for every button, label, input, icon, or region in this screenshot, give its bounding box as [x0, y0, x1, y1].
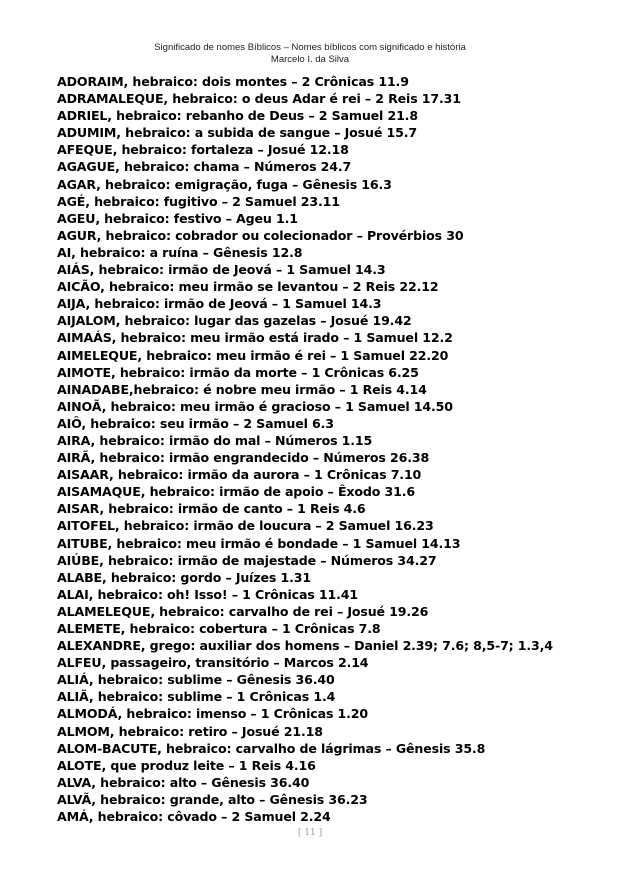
- list-item: ALMODÁ, hebraico: imenso – 1 Crônicas 1.20: [57, 706, 369, 722]
- list-item: ADRAMALEQUE, hebraico: o deus Adar é rei – 2 Reis 17.31: [57, 91, 461, 107]
- list-item: AGAR, hebraico: emigração, fuga – Gênesis 16.3: [57, 176, 392, 192]
- list-item: ALIÁ, hebraico: sublime – Gênesis 36.40: [57, 672, 335, 688]
- list-item: AIRA, hebraico: irmão do mal – Números 1.15: [57, 432, 373, 448]
- list-item: AITOFEL, hebraico: irmão de loucura – 2 Samuel 16.23: [57, 518, 434, 534]
- list-item: AIÔ, hebraico: seu irmão – 2 Samuel 6.3: [57, 415, 334, 431]
- list-item: AGEU, hebraico: festivo – Ageu 1.1: [57, 210, 298, 226]
- list-item: AMÁ, hebraico: côvado – 2 Samuel 2.24: [57, 809, 331, 825]
- list-item: AICÃO, hebraico: meu irmão se levantou – 2 Reis 22.12: [57, 279, 439, 295]
- list-item: ALAI, hebraico: oh! Isso! – 1 Crônicas 11.41: [57, 586, 358, 602]
- list-item: ADRIEL, hebraico: rebanho de Deus – 2 Samuel 21.8: [57, 108, 418, 124]
- list-item: AISAR, hebraico: irmão de canto – 1 Reis 4.6: [57, 501, 366, 517]
- list-item: ADUMIM, hebraico: a subida de sangue – Josué 15.7: [57, 125, 417, 141]
- list-item: AGUR, hebraico: cobrador ou colecionador – Provérbios 30: [57, 227, 464, 243]
- list-item: AIMAÁS, hebraico: meu irmão está irado – 1 Samuel 12.2: [57, 330, 453, 346]
- list-item: ALVA, hebraico: alto – Gênesis 36.40: [57, 774, 310, 790]
- list-item: ALOM-BACUTE, hebraico: carvalho de lágrimas – Gênesis 35.8: [57, 740, 486, 756]
- list-item: AIRÃ, hebraico: irmão engrandecido – Números 26.38: [57, 450, 430, 466]
- list-item: AI, hebraico: a ruína – Gênesis 12.8: [57, 244, 303, 260]
- list-item: ALFEU, passageiro, transitório – Marcos 2.14: [57, 655, 369, 671]
- list-item: AIÚBE, hebraico: irmão de majestade – Números 34.27: [57, 552, 437, 568]
- list-item: ALABE, hebraico: gordo – Juízes 1.31: [57, 569, 311, 585]
- page-header: [0, 42, 620, 66]
- list-item: AIMELEQUE, hebraico: meu irmão é rei – 1 Samuel 22.20: [57, 347, 449, 363]
- list-item: ALEMETE, hebraico: cobertura – 1 Crônicas 7.8: [57, 621, 381, 636]
- list-item: AISAAR, hebraico: irmão da aurora – 1 Crônicas 7.10: [57, 467, 422, 483]
- list-item: AGÉ, hebraico: fugitivo – 2 Samuel 23.11: [57, 193, 340, 209]
- list-item: ADORAIM, hebraico: dois montes – 2 Crônicas 11.9: [57, 74, 409, 89]
- list-item: AIJALOM, hebraico: lugar das gazelas – Josué 19.42: [57, 313, 412, 329]
- list-item: ALMOM, hebraico: retiro – Josué 21.18: [57, 723, 323, 739]
- list-item: ALVÃ, hebraico: grande, alto – Gênesis 36.23: [57, 791, 368, 807]
- list-item: ALAMELEQUE, hebraico: carvalho de rei – Josué 19.26: [57, 603, 429, 619]
- list-item: AIJA, hebraico: irmão de Jeová – 1 Samuel 14.3: [57, 296, 382, 312]
- list-item: AINADABE,hebraico: é nobre meu irmão – 1 Reis 4.14: [57, 381, 427, 397]
- page-number: [ 11 ]: [297, 828, 323, 838]
- list-item: ALOTE, que produz leite – 1 Reis 4.16: [57, 757, 316, 773]
- list-item: AITUBE, hebraico: meu irmão é bondade – 1 Samuel 14.13: [57, 535, 461, 551]
- list-item: AIÁS, hebraico: irmão de Jeová – 1 Samuel 14.3: [57, 262, 386, 278]
- list-item: AIMOTE, hebraico: irmão da morte – 1 Crônicas 6.25: [57, 364, 419, 380]
- list-item: AFEQUE, hebraico: fortaleza – Josué 12.18: [57, 142, 349, 158]
- list-item: AGAGUE, hebraico: chama – Números 24.7: [57, 159, 352, 175]
- header-author: Marcelo I. da Silva: [270, 54, 350, 65]
- list-item: AINOÃ, hebraico: meu irmão é gracioso – 1 Samuel 14.50: [57, 398, 453, 414]
- list-item: AISAMAQUE, hebraico: irmão de apoio – Êxodo 31.6: [57, 484, 415, 500]
- entry-list: [57, 73, 617, 825]
- header-title: Significado de nomes Bíblicos – Nomes bíblicos com significado e história: [154, 42, 466, 53]
- list-item: ALIÃ, hebraico: sublime – 1 Crônicas 1.4: [57, 689, 336, 705]
- list-item: ALEXANDRE, grego: auxiliar dos homens – Daniel 2.39; 7.6; 8,5-7; 1.3,4: [57, 638, 553, 654]
